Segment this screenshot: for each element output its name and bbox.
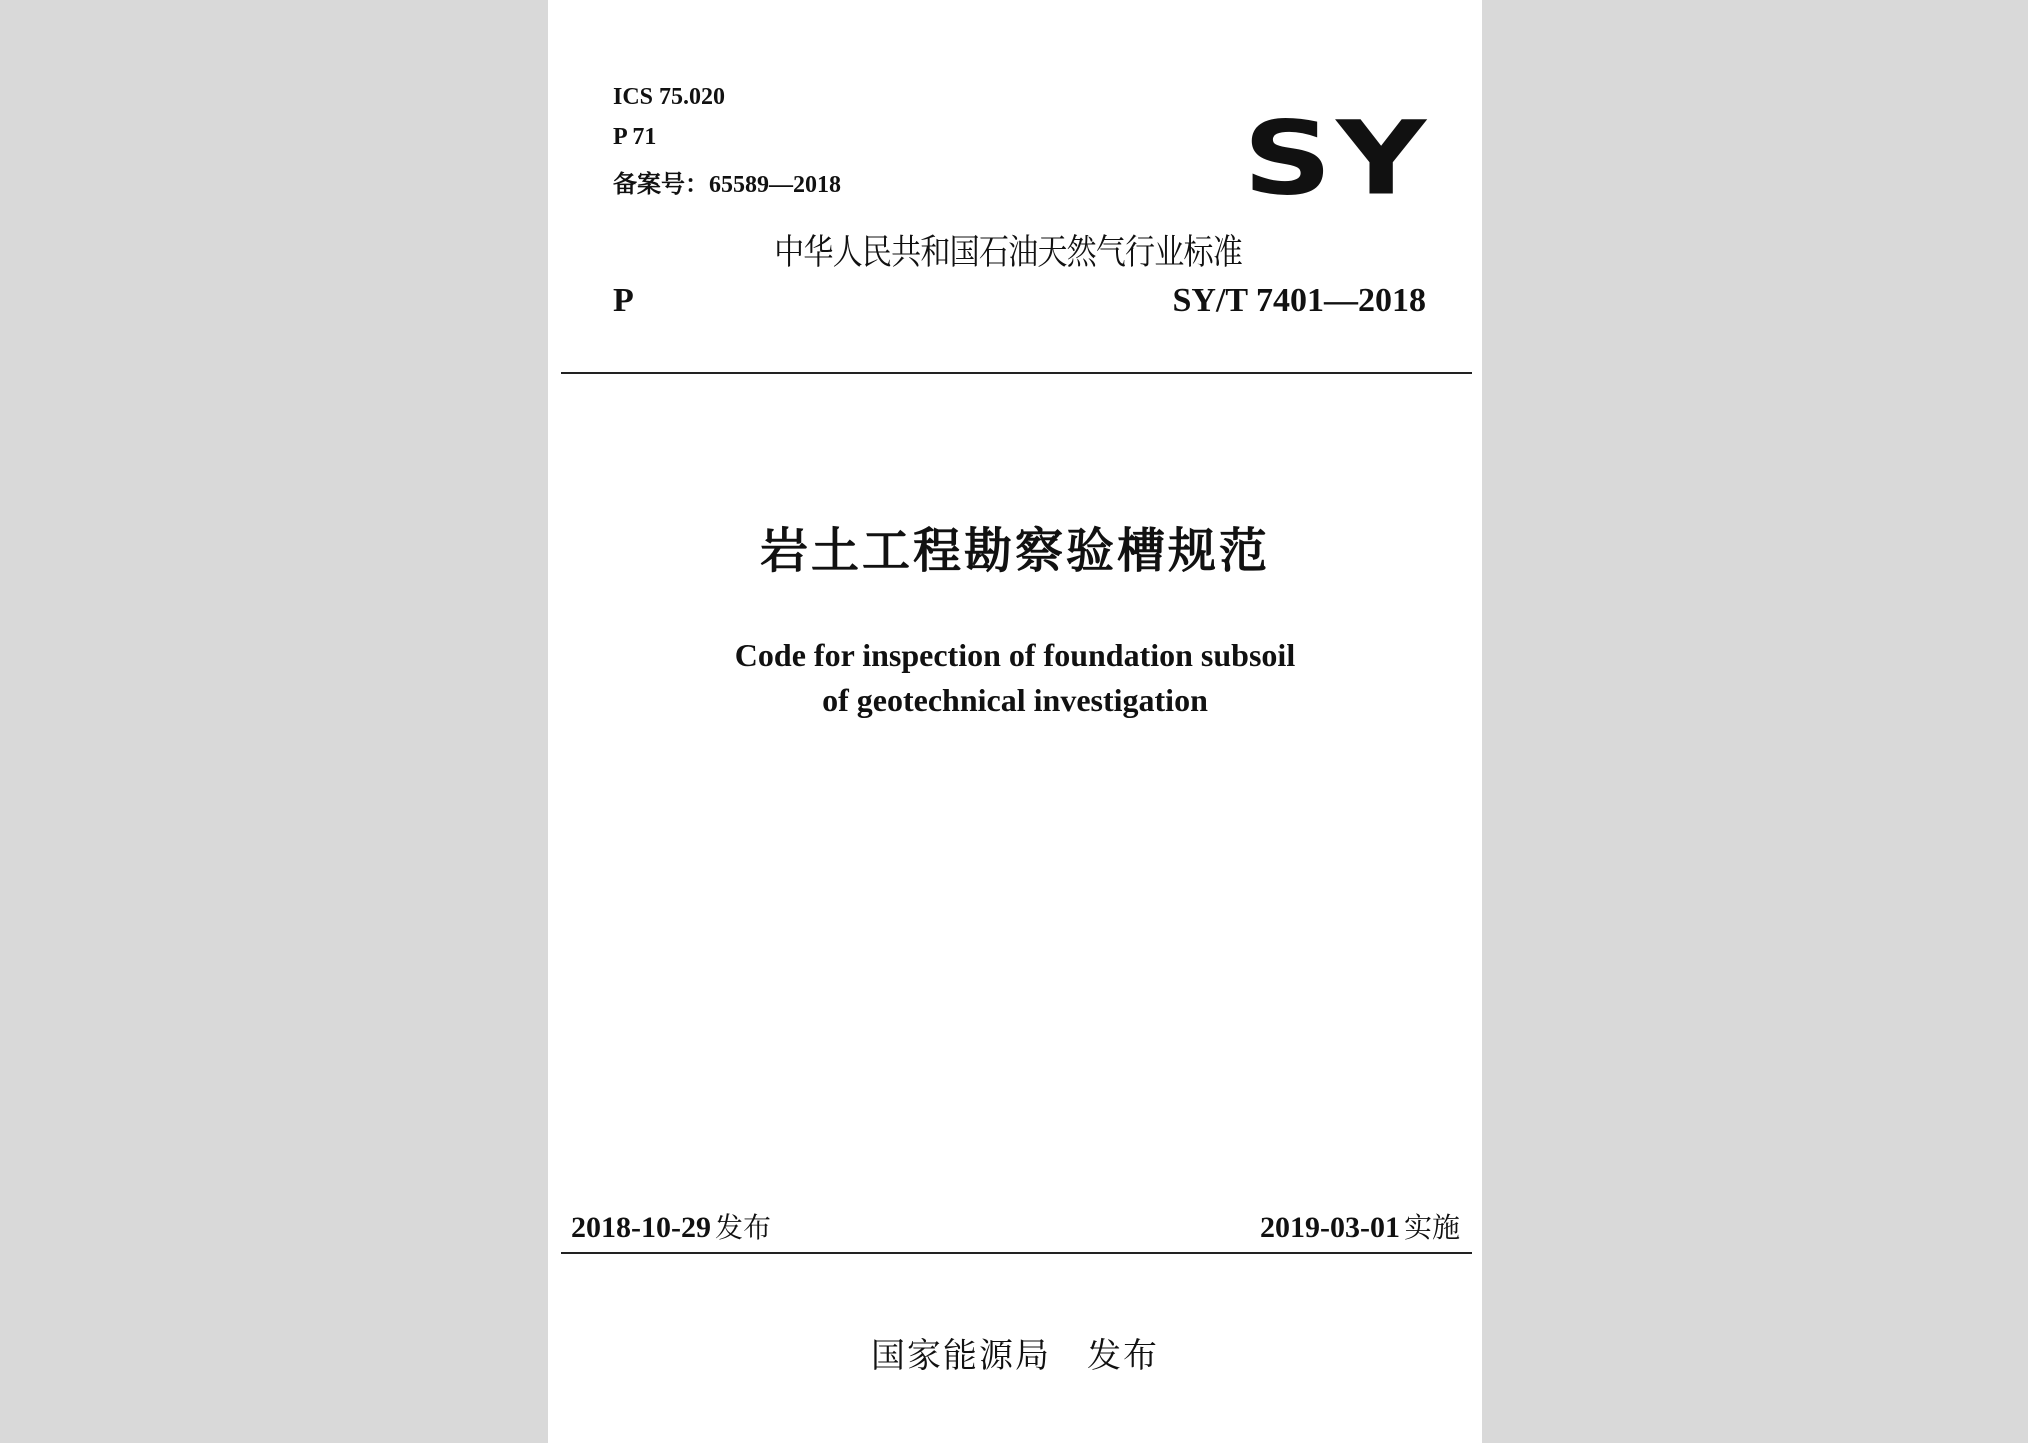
header-divider: [561, 372, 1472, 374]
ics-code: ICS 75.020: [613, 84, 726, 110]
classification-code: P 71: [613, 124, 657, 150]
issue-label: 发布: [714, 1211, 771, 1244]
implement-label: 实施: [1403, 1211, 1460, 1244]
implement-date-block: [1260, 1206, 1460, 1246]
sy-logo: SY: [1242, 99, 1430, 218]
english-title-line-2: of geotechnical investigation: [822, 682, 1208, 718]
category-code: P: [613, 282, 634, 319]
english-title-line-1: Code for inspection of foundation subsoil: [734, 637, 1296, 673]
standard-number: SY/T 7401—2018: [1172, 282, 1426, 319]
chinese-title: 岩土工程勘察验槽规范: [759, 523, 1270, 579]
record-number: 备案号：65589—2018: [613, 172, 841, 198]
document-page: [548, 0, 1482, 1443]
issue-date: 2018-10-29: [571, 1211, 711, 1244]
publisher: 国家能源局 发布: [871, 1336, 1159, 1376]
issue-date-block: [571, 1206, 771, 1246]
footer-divider: [561, 1252, 1472, 1254]
implement-date: 2019-03-01: [1260, 1211, 1400, 1244]
industry-standard-heading: 中华人民共和国石油天然气行业标准: [774, 233, 1242, 273]
